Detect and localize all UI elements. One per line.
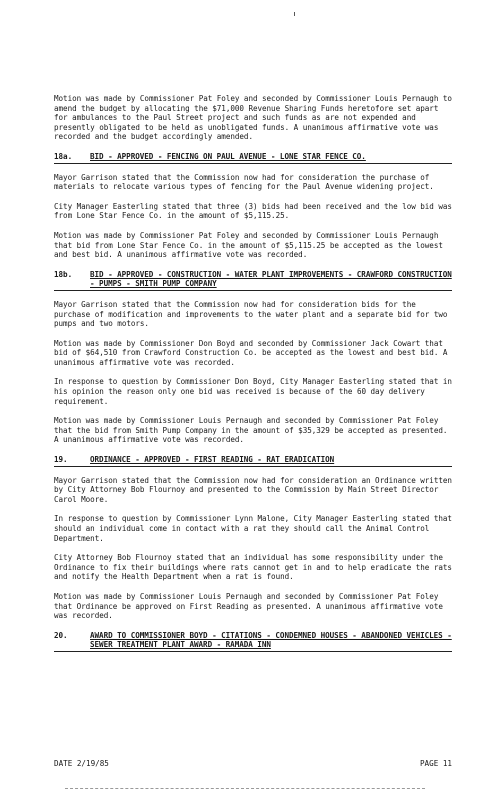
section-paragraph: Motion was made by Commissioner Louis Pernaugh and seconded by Commissioner Pat Foley that the bid from Smith Pump Company in the amount of $35,329 be accepted as presented. A unanimous affirmative vote was recorded. bbox=[54, 416, 448, 445]
section-title: BID - APPROVED - FENCING ON PAUL AVENUE - LONE STAR FENCE CO. bbox=[90, 151, 366, 161]
section-paragraph: Mayor Garrison stated that the Commission now had for consideration bids for the purchase of modification and improvements to the water plant and a separate bid for two pumps and two motors. bbox=[54, 299, 448, 329]
section-paragraph: City Attorney Bob Flournoy stated that an individual has some responsibility under the Ordinance to fix their buildings where rats cannot get in and to help eradicate the rats and notify the Health Department when a rat is found. bbox=[54, 553, 452, 582]
section-paragraph: City Manager Easterling stated that three (3) bids had been received and the low bid was from Lone Star Fence Co. in the amount of $5,115.25. bbox=[54, 201, 452, 221]
section-paragraph: Motion was made by Commissioner Pat Foley and seconded by Commissioner Louis Pernaugh that bid from Lone Star Fence Co. in the amount of $5,115.25 be accepted as the lowest and best bid. A unanimous affirmative vote was recorded. bbox=[54, 230, 443, 260]
section-paragraph: Motion was made by Commissioner Louis Pernaugh and seconded by Commissioner Pat Foley that Ordinance be approved on First Reading as presented. A unanimous affirmative vote was recorded. bbox=[54, 591, 443, 621]
minutes-body bbox=[54, 94, 452, 661]
section-heading-18a bbox=[54, 152, 452, 164]
section-number: 20. bbox=[54, 630, 68, 640]
scan-mark bbox=[294, 12, 295, 16]
intro-paragraph: Motion was made by Commissioner Pat Foley and seconded by Commissioner Louis Pernaugh to amend the budget by allocating the $71,000 Revenue Sharing Funds heretofore set apart for ambulances to the Paul Street project and such funds as are not expended and presently obligated to be held as unobligated funds. A unanimous affirmative vote was recorded and the budget accordingly amended. bbox=[54, 94, 452, 142]
section-title: AWARD TO COMMISSIONER BOYD - CITATIONS - CONDEMNED HOUSES - ABANDONED VEHICLES - SEWER TREATMENT PLANT AWARD - RAMADA INN bbox=[90, 630, 452, 650]
bottom-scan-edge bbox=[65, 788, 425, 790]
section-number: 18a. bbox=[54, 151, 73, 161]
section-heading-18b bbox=[54, 270, 452, 291]
section-title: BID - APPROVED - CONSTRUCTION - WATER PLANT IMPROVEMENTS - CRAWFORD CONSTRUCTION - PUMPS - SMITH PUMP COMPANY bbox=[90, 269, 452, 289]
section-paragraph: Mayor Garrison stated that the Commission now had for consideration an Ordinance written by City Attorney Bob Flournoy and presented to the Commission by Main Street Director Carol Moore. bbox=[54, 475, 452, 504]
section-paragraph: Motion was made by Commissioner Don Boyd and seconded by Commissioner Jack Cowart that bid of $64,510 from Crawford Construction Co. be accepted as the lowest and best bid. A unanimous affirmative vote was recorded. bbox=[54, 338, 448, 367]
section-paragraph: In response to question by Commissioner Don Boyd, City Manager Easterling stated that in his opinion the reason only one bid was received is because of the 60 day delivery requirement. bbox=[54, 377, 452, 406]
section-number: 19. bbox=[54, 455, 68, 465]
section-number: 18b. bbox=[54, 269, 73, 279]
footer-date: DATE 2/19/85 bbox=[54, 759, 109, 768]
section-paragraph: Mayor Garrison stated that the Commission now had for consideration the purchase of materials to relocate various types of fencing for the Paul Avenue widening project. bbox=[54, 172, 434, 192]
page-footer bbox=[54, 759, 452, 768]
section-heading-19 bbox=[54, 455, 452, 467]
footer-page-number: PAGE 11 bbox=[419, 759, 452, 768]
section-title: ORDINANCE - APPROVED - FIRST READING - RAT ERADICATION bbox=[90, 455, 335, 465]
section-heading-20 bbox=[54, 631, 452, 652]
section-paragraph: In response to question by Commissioner Lynn Malone, City Manager Easterling stated that should an individual come in contact with a rat they should call the Animal Control Department. bbox=[54, 514, 452, 543]
